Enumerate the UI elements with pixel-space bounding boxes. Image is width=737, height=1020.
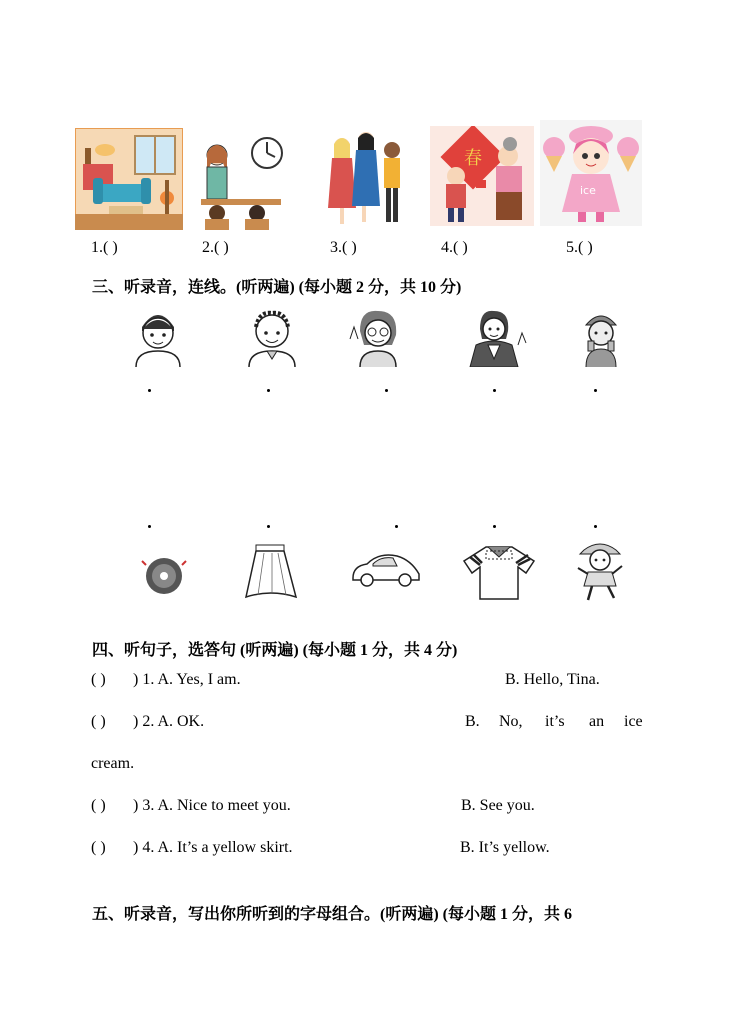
q3-bracket[interactable]: ( ) — [91, 797, 106, 814]
answer-blank-3[interactable]: 3.( ) — [330, 239, 357, 256]
q4-bracket[interactable]: ( ) — [91, 839, 106, 856]
car-picture — [349, 548, 423, 590]
ice-cream-girl-picture — [540, 120, 642, 226]
q1-bracket[interactable]: ( ) — [91, 671, 106, 688]
match-dot-top-1[interactable] — [148, 389, 151, 392]
q2-option-b-continuation: cream. — [91, 755, 135, 772]
q4-option-a: ) 4. A. It’s a yellow skirt. — [133, 839, 293, 856]
part3-heading: 三、听录音，连线。(听两遍) (每小题 2 分，共 10 分) — [92, 279, 462, 296]
woman-waving-picture — [462, 305, 528, 367]
q3-option-b: B. See you. — [461, 797, 535, 814]
shirt-picture — [462, 543, 536, 601]
three-people-picture — [326, 128, 408, 228]
boy-face-picture — [132, 305, 184, 367]
q2-option-b-word-1: B. — [465, 713, 480, 730]
answer-blank-5[interactable]: 5.( ) — [566, 239, 593, 256]
q1-option-a: ) 1. A. Yes, I am. — [133, 671, 241, 688]
match-dot-bottom-5[interactable] — [594, 525, 597, 528]
living-room-picture — [75, 128, 183, 230]
girl-cap-picture — [580, 307, 622, 367]
part4-heading: 四、听句子，选答句 (听两遍) (每小题 1 分，共 4 分) — [92, 642, 458, 659]
q2-option-b-word-2: No, — [499, 713, 523, 730]
match-dot-bottom-4[interactable] — [493, 525, 496, 528]
q2-option-b-word-5: ice — [624, 713, 643, 730]
answer-blank-1[interactable]: 1.( ) — [91, 239, 118, 256]
answer-blank-4[interactable]: 4.( ) — [441, 239, 468, 256]
ice-text: ice — [580, 184, 596, 197]
part5-heading: 五、听录音，写出你所听到的字母组合。(听两遍) (每小题 1 分，共 6 — [92, 906, 572, 923]
grandpa-face-picture — [245, 305, 299, 367]
q2-option-a: ) 2. A. OK. — [133, 713, 205, 730]
q3-option-a: ) 3. A. Nice to meet you. — [133, 797, 291, 814]
skirt-picture — [244, 543, 298, 599]
q4-option-b: B. It’s yellow. — [460, 839, 550, 856]
match-dot-top-2[interactable] — [267, 389, 270, 392]
match-dot-top-4[interactable] — [493, 389, 496, 392]
match-dot-bottom-1[interactable] — [148, 525, 151, 528]
spring-festival-picture — [430, 126, 534, 226]
q2-bracket[interactable]: ( ) — [91, 713, 106, 730]
match-dot-bottom-2[interactable] — [267, 525, 270, 528]
q1-option-b: B. Hello, Tina. — [505, 671, 600, 688]
answer-blank-2[interactable]: 2.( ) — [202, 239, 229, 256]
q2-option-b-word-4: an — [589, 713, 605, 730]
teacher-clock-picture — [195, 133, 287, 230]
match-dot-bottom-3[interactable] — [395, 525, 398, 528]
woman-glasses-picture — [346, 305, 408, 367]
svg-text:春: 春 — [464, 148, 482, 169]
match-dot-top-3[interactable] — [385, 389, 388, 392]
cd-disc-picture — [140, 555, 188, 597]
doll-picture — [576, 538, 624, 602]
q2-option-b-word-3: it’s — [545, 713, 565, 730]
match-dot-top-5[interactable] — [594, 389, 597, 392]
